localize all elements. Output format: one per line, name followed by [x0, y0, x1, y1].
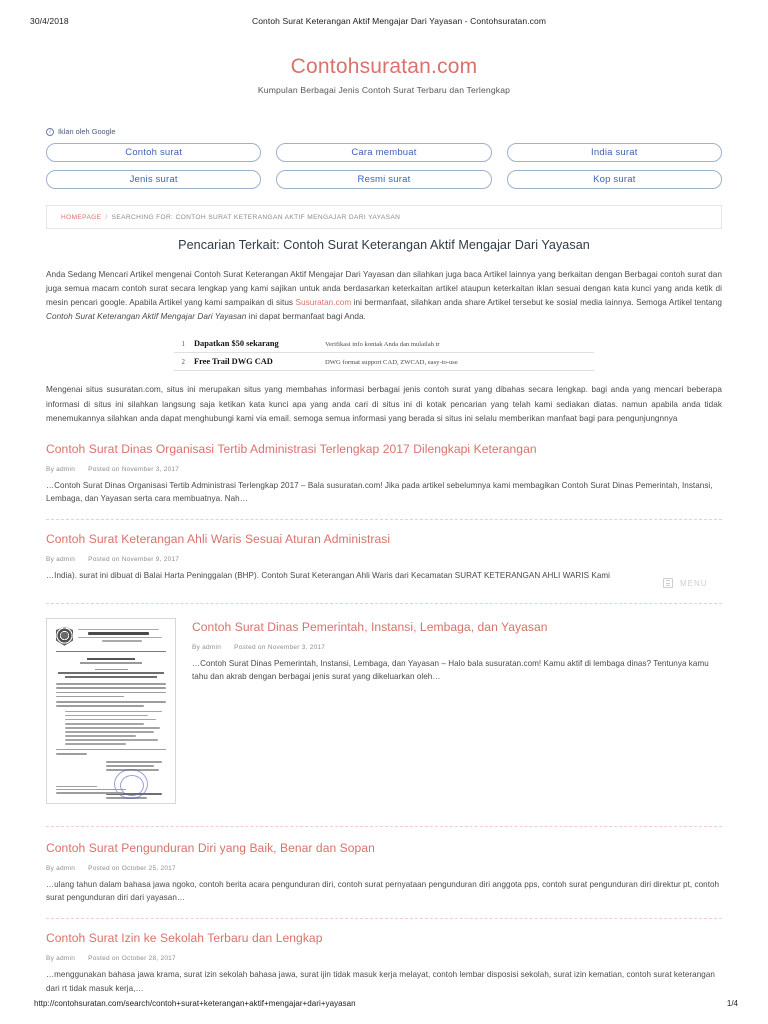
page-title: Pencarian Terkait: Contoh Surat Keterangan Aktif Mengajar Dari Yayasan — [178, 238, 590, 252]
hamburger-menu-icon[interactable] — [663, 578, 673, 588]
document-title-block — [56, 658, 166, 664]
article-excerpt: …menggunakan bahasa jawa krama, surat izin sekolah bahasa jawa, surat ijin tidak masuk kerja melayat, contoh lembar disposisi sekolah, surat izin kematian, contoh surat keterangan dari rt tidak masuk kerja,… — [46, 970, 715, 993]
ad-pill-kop-surat[interactable]: Kop surat — [507, 170, 722, 189]
article-title-link[interactable]: Contoh Surat Izin ke Sekolah Terbaru dan Lengkap — [46, 931, 323, 946]
print-header — [0, 16, 768, 26]
letterhead-text-lines — [78, 629, 166, 644]
article-author: By admin — [192, 643, 222, 651]
article-excerpt: …Contoh Surat Dinas Pemerintah, Instansi, Lembaga, dan Yayasan – Halo bala susuratan.com! Kamu aktif di lembaga dinas? Tentunya kamu tahu dan akrab dengan berbagai jenis surat yang dikeluarkan oleh… — [192, 658, 709, 682]
secondary-paragraph: Mengenai situs susuratan.com, situs ini merupakan situs yang membahas informasi berbagai jenis contoh surat yang dibahas secara lengkap. bagi anda yang mencari beberapa informasi di situs ini silahkan langsung saja ketikan kata kunci apa yang anda cari di situs ini di kotak pencarian yang telah kami sediakan diatas. namun apabila anda tidak menemukannya silahkan anda dapat menghubungi kami via email. semoga semua informasi yang berada si situs ini selalu memberikan manfaat bagi para pengunjungnnya — [46, 385, 722, 423]
article-posted-date: Posted on October 25, 2017 — [88, 864, 176, 872]
intro-paragraph — [46, 268, 722, 324]
document-signature-block — [56, 761, 166, 804]
article-title-link[interactable]: Contoh Surat Pengunduran Diri yang Baik, Benar dan Sopan — [46, 840, 375, 855]
document-footer-notes — [56, 786, 126, 796]
article-text-body — [192, 618, 722, 684]
breadcrumb — [46, 205, 722, 229]
article-list-item — [46, 426, 722, 506]
print-footer — [0, 999, 768, 1008]
ads-label-text: Iklan oleh Google — [58, 127, 116, 136]
article-meta — [46, 955, 722, 962]
site-masthead — [0, 55, 768, 95]
article-meta — [192, 644, 722, 651]
breadcrumb-home-link[interactable]: HOMEPAGE — [61, 213, 102, 221]
article-posted-date: Posted on November 3, 2017 — [234, 643, 326, 651]
inline-ad-headline[interactable]: Free Trail DWG CAD — [194, 357, 273, 367]
ad-pill-resmi-surat[interactable]: Resmi surat — [276, 170, 491, 189]
inline-ad-headline[interactable]: Dapatkan $50 sekarang — [194, 339, 279, 349]
intro-text-part2: ini bermanfaat, silahkan anda share Artikel tersebut ke sosial media lainnya. Semoga Artikel tentang — [351, 298, 722, 308]
inline-ad-description: Verifikasi info kontak Anda dan mulailah tr — [325, 341, 440, 349]
letterhead-divider — [56, 651, 166, 652]
article-list-item — [46, 826, 722, 905]
ad-pill-jenis-surat[interactable]: Jenis surat — [46, 170, 261, 189]
intro-text-part1: Anda Sedang Mencari Artikel mengenai Contoh Surat Keterangan Aktif Mengajar Dari Yayasan dan silahkan juga baca Artikel lainnya yang berkaitan dengan Berbagai contoh surat dan juga semua macam contoh surat secara lengkap yang kami sajikan untuk anda berdasarkan keterkaitan artikel ataupun keterkaitan iklan sesuai dengan kata kunci yang anda ketik di mesin pencari google. Apabila Artikel yang kami sampaikan di situs — [46, 270, 722, 308]
print-page-title: Contoh Surat Keterangan Aktif Mengajar Dari Yayasan - Contohsuratan.com — [251, 16, 547, 26]
article-excerpt: …Contoh Surat Dinas Organisasi Tertib Administrasi Terlengkap 2017 – Bala susuratan.com! Jika pada artikel sebelumnya kami membagikan Contoh Surat Dinas Pemerintah, Instansi, Lembaga, dan Yayasan serta cara membuatnya. Nah… — [46, 480, 713, 504]
article-title-link[interactable]: Contoh Surat Dinas Organisasi Tertib Administrasi Terlengkap 2017 Dilengkapi Keterangan — [46, 441, 537, 456]
article-list-item — [46, 519, 722, 583]
article-meta — [46, 556, 722, 563]
intro-text-part3: ini dapat bermanfaat bagi Anda. — [246, 312, 366, 322]
article-meta — [46, 865, 722, 872]
breadcrumb-separator: / — [105, 213, 108, 221]
article-posted-date: Posted on November 9, 2017 — [88, 556, 180, 564]
article-meta — [46, 466, 722, 473]
article-author: By admin — [46, 556, 76, 564]
ad-pill-cara-membuat[interactable]: Cara membuat — [276, 143, 491, 162]
breadcrumb-current: SEARCHING FOR: CONTOH SURAT KETERANGAN AKTIF MENGAJAR DARI YAYASAN — [111, 213, 401, 221]
print-footer-url: http://contohsuratan.com/search/contoh+surat+keterangan+aktif+mengajar+dari+yayasan — [34, 999, 356, 1008]
article-title-link[interactable]: Contoh Surat Dinas Pemerintah, Instansi, Lembaga, dan Yayasan — [192, 619, 548, 634]
article-thumbnail-image[interactable] — [46, 618, 176, 804]
info-icon[interactable]: i — [46, 128, 54, 136]
article-author: By admin — [46, 465, 76, 473]
article-author: By admin — [46, 955, 76, 963]
letterhead — [56, 627, 166, 650]
inline-ad-list — [174, 335, 594, 371]
article-excerpt: …India). surat ini dibuat di Balai Harta Peninggalan (BHP). Contoh Surat Keterangan Ahli Waris dari Kecamatan SURAT KETERANGAN AHLI WARIS Kami — [46, 571, 611, 581]
article-posted-date: Posted on November 3, 2017 — [88, 465, 180, 473]
floating-menu-button[interactable] — [663, 578, 708, 588]
document-subject-block — [56, 669, 166, 679]
main-content — [46, 238, 722, 995]
article-list-item — [46, 603, 722, 804]
ad-pill-india-surat[interactable]: India surat — [507, 143, 722, 162]
susuratan-link[interactable]: Susuratan.com — [295, 298, 352, 308]
print-page-number: 1/4 — [726, 999, 738, 1008]
article-excerpt: …ulang tahun dalam bahasa jawa ngoko, contoh berita acara pengunduran diri, contoh surat pernyataan pengunduran diri anggota pps, contoh surat pengunduran diri direktur pt, contoh surat pengunduran diri dari yayasan… — [46, 879, 720, 903]
inline-ad-row[interactable] — [174, 335, 594, 353]
article-author: By admin — [46, 864, 76, 872]
document-body-text — [56, 683, 166, 754]
inline-ad-number: 2 — [181, 358, 185, 367]
inline-ad-row[interactable] — [174, 353, 594, 371]
google-ads-block — [46, 127, 722, 189]
site-title[interactable]: Contohsuratan.com — [290, 55, 478, 78]
article-posted-date: Posted on October 28, 2017 — [88, 955, 176, 963]
ad-keyword-grid — [46, 143, 722, 189]
document-numbered-list — [65, 711, 166, 745]
site-tagline: Kumpulan Berbagai Jenis Contoh Surat Terbaru dan Terlengkap — [257, 85, 511, 96]
floating-menu-label: MENU — [680, 578, 708, 588]
article-list-item — [46, 918, 722, 995]
government-seal-icon — [56, 627, 73, 646]
print-date: 30/4/2018 — [30, 16, 69, 26]
ads-label-row — [46, 127, 722, 136]
intro-keyword-italic: Contoh Surat Keterangan Aktif Mengajar Dari Yayasan — [46, 312, 247, 322]
article-title-link[interactable]: Contoh Surat Keterangan Ahli Waris Sesuai Aturan Administrasi — [46, 532, 391, 547]
inline-ad-description: DWG format support CAD, ZWCAD, easy-to-use — [325, 359, 458, 367]
ad-pill-contoh-surat[interactable]: Contoh surat — [46, 143, 261, 162]
inline-ad-number: 1 — [181, 340, 185, 349]
